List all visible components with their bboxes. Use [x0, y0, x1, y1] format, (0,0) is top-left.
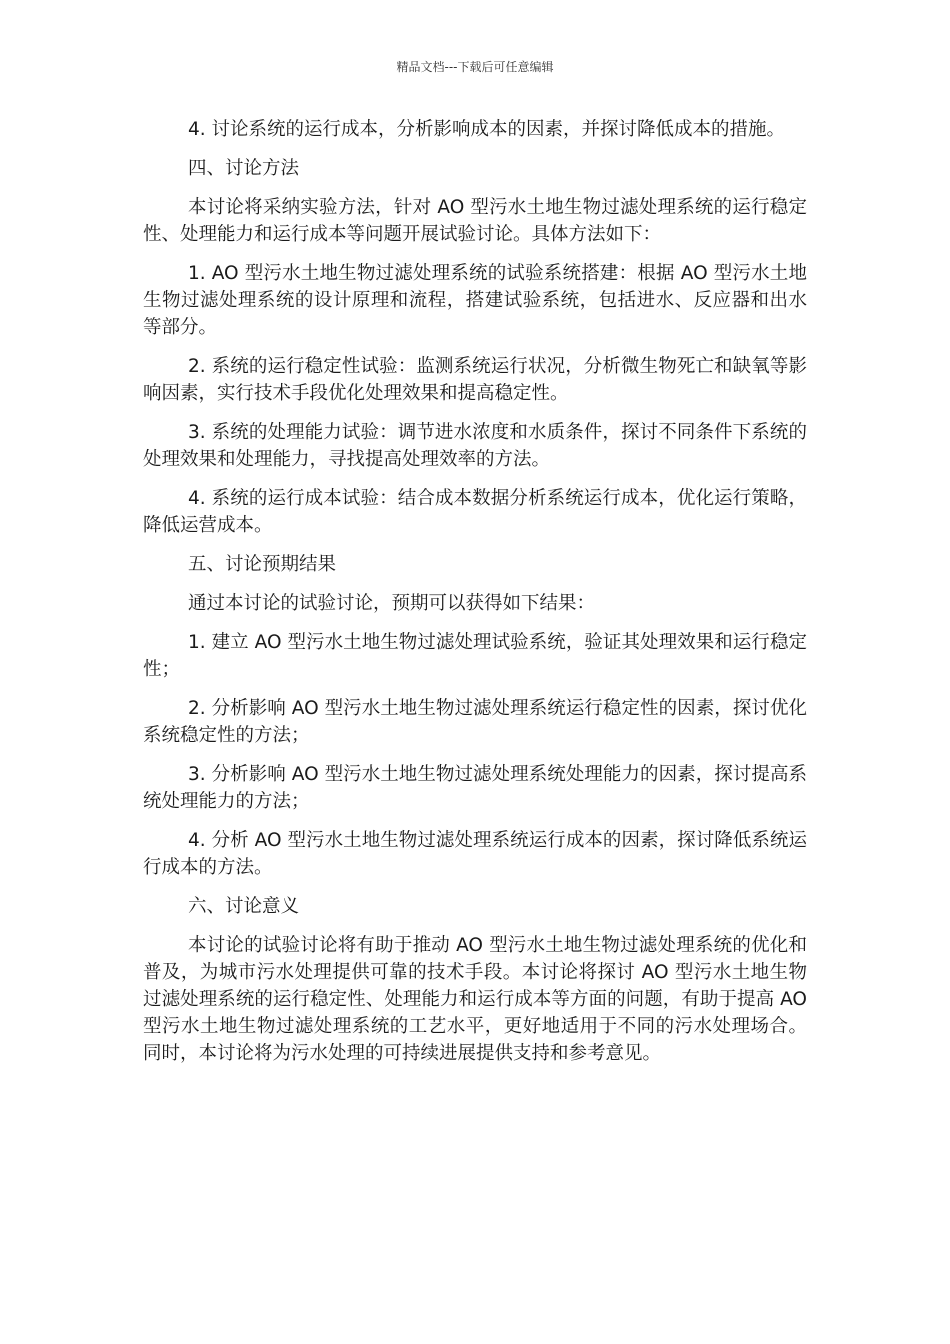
paragraph: 4. 讨论系统的运行成本，分析影响成本的因素，并探讨降低成本的措施。 — [188, 119, 786, 140]
document-body — [143, 116, 807, 1079]
paragraph: 本讨论将采纳实验方法，针对 AO 型污水土地生物过滤处理系统的运行稳定性、处理能力和运行成本等问题开展试验讨论。具体方法如下： — [143, 197, 807, 245]
paragraph: 4. 分析 AO 型污水土地生物过滤处理系统运行成本的因素，探讨降低系统运行成本的方法。 — [143, 830, 807, 878]
paragraph: 1. AO 型污水土地生物过滤处理系统的试验系统搭建：根据 AO 型污水土地生物过滤处理系统的设计原理和流程，搭建试验系统，包括进水、反应器和出水等部分。 — [143, 263, 807, 338]
section-heading: 四、讨论方法 — [188, 158, 300, 179]
page-header: 精品文档---下载后可任意编辑 — [396, 60, 554, 74]
paragraph: 本讨论的试验讨论将有助于推动 AO 型污水土地生物过滤处理系统的优化和普及，为城市污水处理提供可靠的技术手段。本讨论将探讨 AO 型污水土地生物过滤处理系统的运行稳定性、处理能力和运行成本等方面的问题，有助于提高 AO 型污水土地生物过滤处理系统的工艺水平，更好地适用于不同的污水处理场合。同时，本讨论将为污水处理的可持续进展提供支持和参考意见。 — [143, 935, 807, 1064]
paragraph: 2. 分析影响 AO 型污水土地生物过滤处理系统运行稳定性的因素，探讨优化系统稳定性的方法； — [143, 698, 807, 746]
paragraph: 1. 建立 AO 型污水土地生物过滤处理试验系统，验证其处理效果和运行稳定性； — [143, 632, 807, 680]
paragraph: 4. 系统的运行成本试验：结合成本数据分析系统运行成本，优化运行策略，降低运营成本。 — [143, 488, 807, 536]
section-heading: 五、讨论预期结果 — [188, 554, 337, 575]
paragraph: 3. 系统的处理能力试验：调节进水浓度和水质条件，探讨不同条件下系统的处理效果和处理能力，寻找提高处理效率的方法。 — [143, 422, 807, 470]
section-heading: 六、讨论意义 — [188, 896, 300, 917]
paragraph: 2. 系统的运行稳定性试验：监测系统运行状况，分析微生物死亡和缺氧等影响因素，实行技术手段优化处理效果和提高稳定性。 — [143, 356, 807, 404]
paragraph: 3. 分析影响 AO 型污水土地生物过滤处理系统处理能力的因素，探讨提高系统处理能力的方法； — [143, 764, 807, 812]
paragraph: 通过本讨论的试验讨论，预期可以获得如下结果： — [188, 593, 596, 614]
